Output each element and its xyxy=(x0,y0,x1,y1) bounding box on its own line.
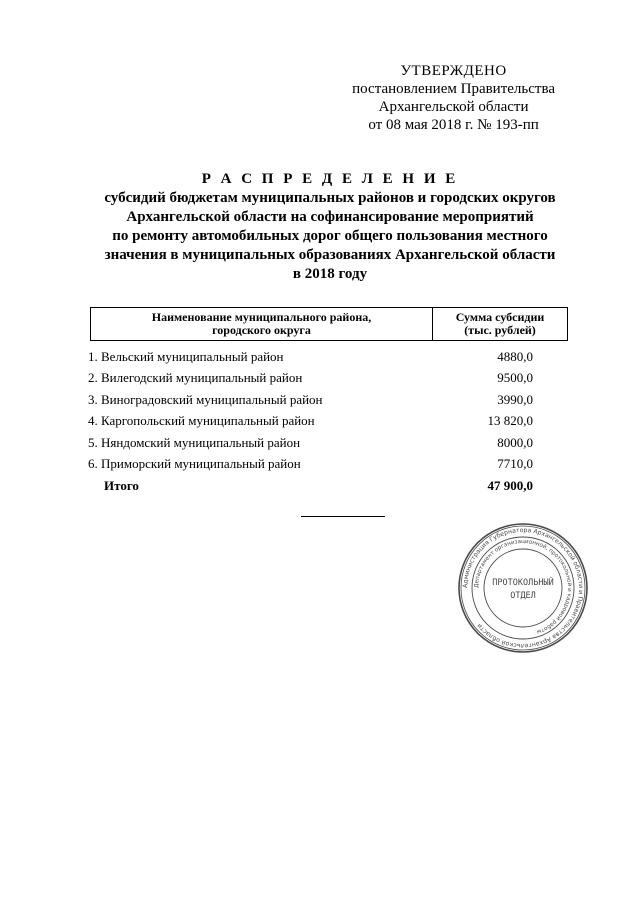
row-name: 6. Приморский муниципальный район xyxy=(88,456,301,472)
row-amount: 8000,0 xyxy=(497,434,533,450)
column-header-name xyxy=(91,308,433,341)
heading-line-5: в 2018 году xyxy=(292,266,368,282)
total-amount: 47 900,0 xyxy=(487,477,533,493)
stamp-center-line-1: ПРОТОКОЛЬНЫЙ xyxy=(492,578,554,588)
row-name: 1. Вельский муниципальный район xyxy=(88,348,284,364)
column-header-name-line-2: городского округа xyxy=(212,323,311,337)
heading-word: Р А С П Р Е Д Е Л Е Н И Е xyxy=(201,171,459,187)
stamp-middle-ring xyxy=(472,537,574,639)
stamp-outer-text: Администрация Губернатора Архангельской области и Правительства Архангельской области xyxy=(461,526,585,650)
approval-line-2: Архангельской области xyxy=(378,99,529,115)
approval-line-1: постановлением Правительства xyxy=(352,81,555,97)
stamp-inner-ring xyxy=(484,549,562,627)
stamp-center-line-2: ОТДЕЛ xyxy=(510,591,536,601)
column-header-name-line-1: Наименование муниципального района, xyxy=(151,310,372,324)
table-row xyxy=(88,346,558,368)
heading-line-2: Архангельской области на софинансирование мероприятий xyxy=(126,209,534,225)
row-amount: 4880,0 xyxy=(497,348,533,364)
row-name: 3. Виноградовский муниципальный район xyxy=(88,391,323,407)
row-amount: 7710,0 xyxy=(497,456,533,472)
row-name: 5. Няндомский муниципальный район xyxy=(88,434,301,450)
subsidy-table xyxy=(88,346,558,497)
row-name: 2. Вилегодский муниципальный район xyxy=(88,370,303,386)
table-row xyxy=(88,389,558,411)
row-amount: 3990,0 xyxy=(497,391,533,407)
column-header-amount-line-2: (тыс. рублей) xyxy=(464,323,536,337)
approval-title: УТВЕРЖДЕНО xyxy=(400,63,507,79)
column-header-amount-line-1: Сумма субсидии xyxy=(455,310,545,324)
row-amount: 13 820,0 xyxy=(487,413,533,429)
total-label: Итого xyxy=(104,477,139,493)
table-header xyxy=(90,307,568,341)
row-amount: 9500,0 xyxy=(497,370,533,386)
heading-line-3: по ремонту автомобильных дорог общего пользования местного xyxy=(112,228,548,244)
table-row xyxy=(88,411,558,433)
document-heading xyxy=(80,170,580,284)
heading-line-1: субсидий бюджетам муниципальных районов и городских округов xyxy=(104,190,556,206)
table-row xyxy=(88,432,558,454)
heading-line-4: значения в муниципальных образованиях Архангельской области xyxy=(104,247,556,263)
table-row xyxy=(88,454,558,476)
column-header-amount xyxy=(433,308,568,341)
row-name: 4. Каргопольский муниципальный район xyxy=(88,413,315,429)
closing-rule xyxy=(301,516,385,517)
stamp-inner-text: Департамент организационной, протокольной и кадровой работы xyxy=(473,538,573,635)
protocol-department-stamp xyxy=(457,522,589,654)
total-row xyxy=(88,475,558,497)
table-row xyxy=(88,368,558,390)
approval-block xyxy=(352,62,555,134)
approval-line-3: от 08 мая 2018 г. № 193-пп xyxy=(368,117,539,133)
